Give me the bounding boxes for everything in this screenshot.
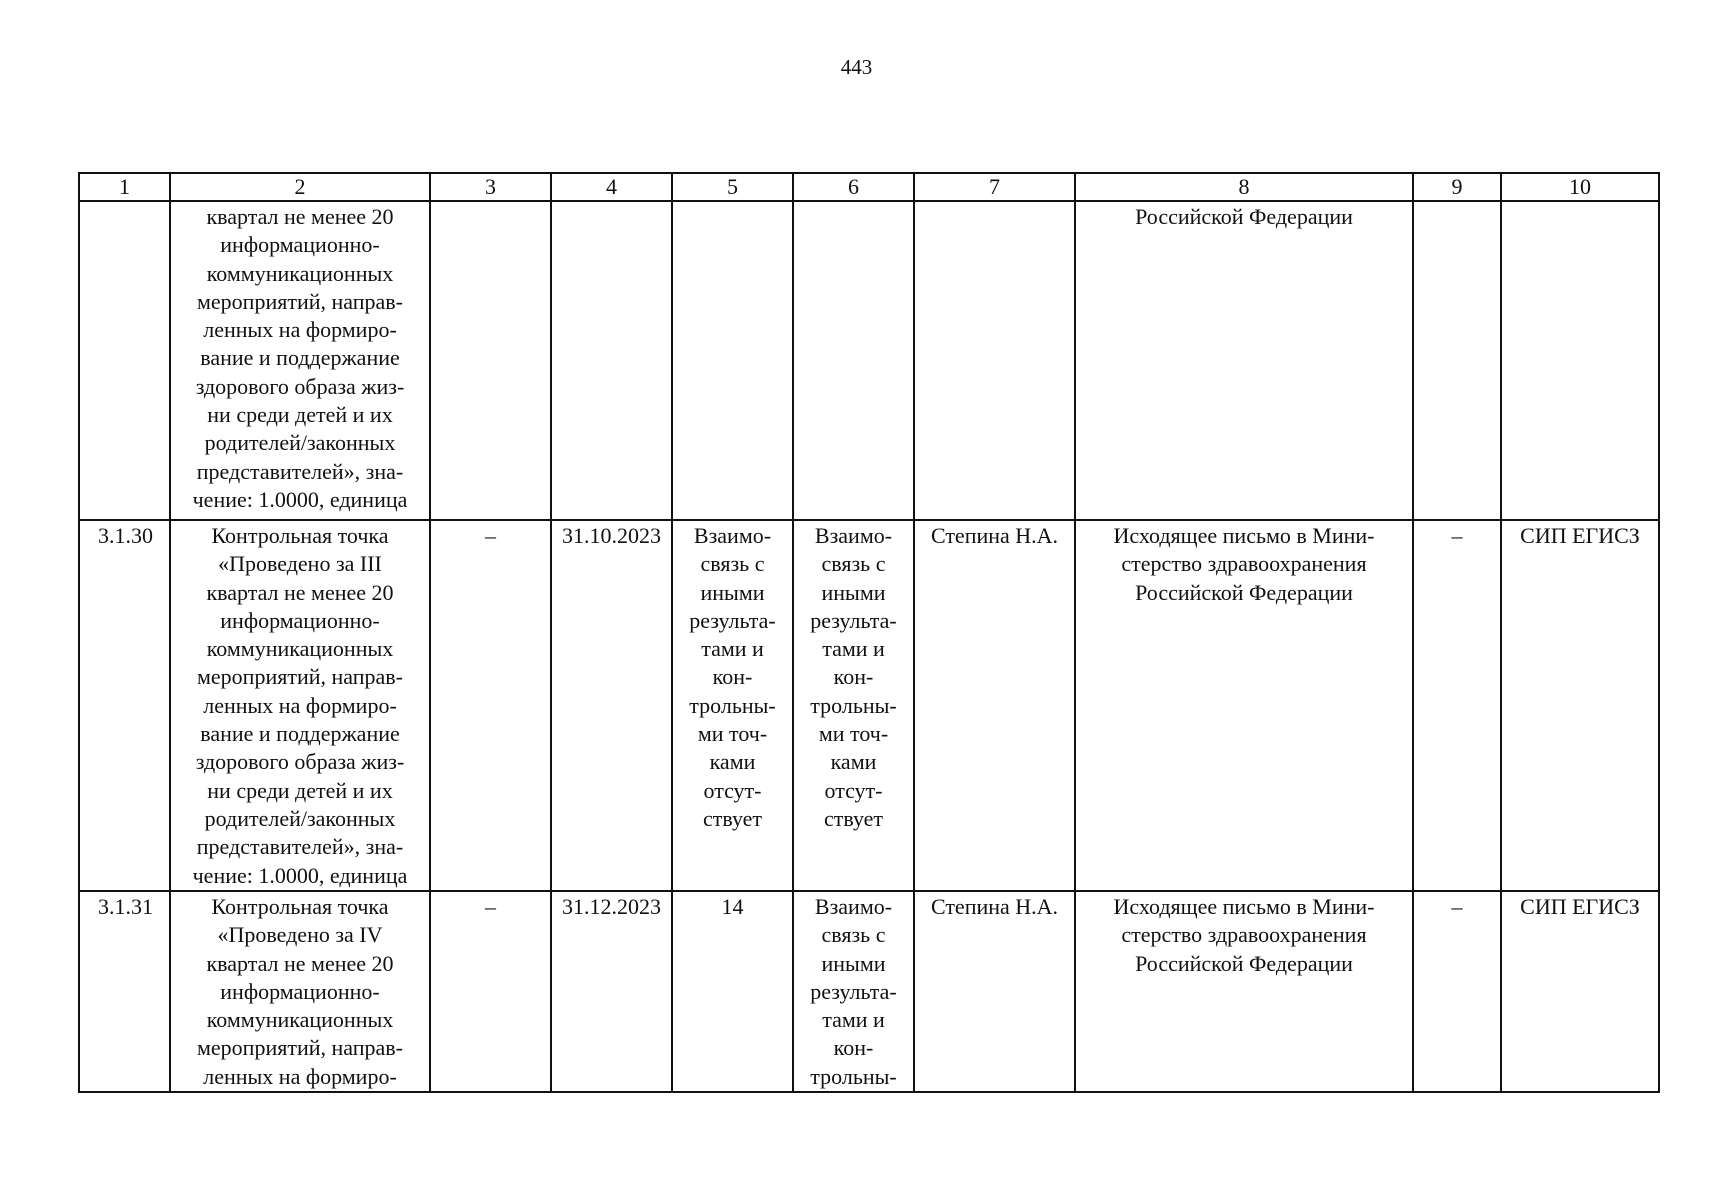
date-cell: 31.12.2023 — [551, 891, 672, 1092]
item-name-cell: Контрольная точка «Проведено за IV квартал не менее 20 информационно- коммуникационных мероприятий, направ- ленных на формиро- — [170, 891, 430, 1092]
responsible-cell — [914, 201, 1075, 520]
column-header: 5 — [672, 173, 793, 201]
col5-cell — [672, 201, 793, 520]
column-header: 2 — [170, 173, 430, 201]
col9-cell: – — [1413, 520, 1501, 891]
document-cell: Российской Федерации — [1075, 201, 1413, 520]
column-header: 4 — [551, 173, 672, 201]
col6-cell — [793, 201, 914, 520]
date-cell: 31.10.2023 — [551, 520, 672, 891]
column-header: 7 — [914, 173, 1075, 201]
column-header: 1 — [79, 173, 170, 201]
page-number: 443 — [840, 55, 873, 79]
responsible-cell: Степина Н.А. — [914, 520, 1075, 891]
col6-cell: Взаимо- связь с иными результа- тами и кон- трольны- ми точ- ками отсут- ствует — [793, 520, 914, 891]
item-number-cell: 3.1.31 — [79, 891, 170, 1092]
column-header: 10 — [1501, 173, 1659, 201]
col6-cell: Взаимо- связь с иными результа- тами и кон- трольны- — [793, 891, 914, 1092]
item-number-cell: 3.1.30 — [79, 520, 170, 891]
col9-cell — [1413, 201, 1501, 520]
column-header: 9 — [1413, 173, 1501, 201]
column-header: 6 — [793, 173, 914, 201]
item-name-cell: Контрольная точка «Проведено за III квартал не менее 20 информационно- коммуникационных мероприятий, направ- ленных на формиро- вание и поддержание здорового образа жиз- ни среди детей и их родителей/законных представителей», зна- чение: 1.0000, единица — [170, 520, 430, 891]
col3-cell: – — [430, 891, 551, 1092]
responsible-cell: Степина Н.А. — [914, 891, 1075, 1092]
document-cell: Исходящее письмо в Мини- стерство здравоохранения Российской Федерации — [1075, 520, 1413, 891]
item-name-cell: квартал не менее 20 информационно- коммуникационных мероприятий, направ- ленных на формиро- вание и поддержание здорового образа жиз- ни среди детей и их родителей/законных представителей», зна- чение: 1.0000, единица — [170, 201, 430, 520]
column-header: 8 — [1075, 173, 1413, 201]
date-cell — [551, 201, 672, 520]
col3-cell: – — [430, 520, 551, 891]
item-number-cell — [79, 201, 170, 520]
column-header: 3 — [430, 173, 551, 201]
col5-cell: Взаимо- связь с иными результа- тами и кон- трольны- ми точ- ками отсут- ствует — [672, 520, 793, 891]
col3-cell — [430, 201, 551, 520]
plan-table — [78, 172, 1660, 1093]
system-cell: СИП ЕГИСЗ — [1501, 520, 1659, 891]
column-number-row — [79, 173, 1659, 201]
table-row — [79, 201, 1659, 520]
system-cell: СИП ЕГИСЗ — [1501, 891, 1659, 1092]
col5-cell: 14 — [672, 891, 793, 1092]
table-row — [79, 891, 1659, 1092]
document-cell: Исходящее письмо в Мини- стерство здравоохранения Российской Федерации — [1075, 891, 1413, 1092]
col9-cell: – — [1413, 891, 1501, 1092]
system-cell — [1501, 201, 1659, 520]
table-row — [79, 520, 1659, 891]
